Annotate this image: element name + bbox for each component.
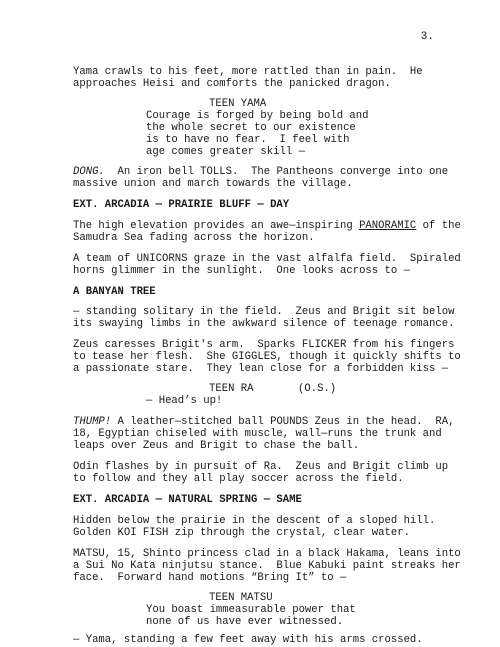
action-line: its swaying limbs in the awkward silence of teenage romance. [73, 318, 455, 330]
dialogue-line: is to have no fear. I feel with [146, 134, 350, 146]
action-line: to follow and they all play soccer across the field. [73, 473, 404, 485]
action-line: massive union and march towards the village. [73, 178, 353, 190]
action-line: Golden KOI FISH zip through the crystal, clear water. [73, 527, 410, 539]
scene-heading: EXT. ARCADIA — NATURAL SPRING — SAME [73, 494, 302, 506]
scene-heading: A BANYAN TREE [73, 286, 156, 298]
sound-effect: DONG. [73, 166, 105, 178]
page-number: 3. [420, 31, 434, 43]
action-line: The high elevation provides an awe—inspiring PANORAMIC of the [73, 220, 461, 232]
action-line: horns glimmer in the sunlight. One looks across to — [73, 265, 410, 277]
action-line: Odin flashes by in pursuit of Ra. Zeus and Brigit climb up [73, 461, 449, 473]
dialogue-line: none of us have ever witnessed. [146, 616, 344, 628]
sound-effect: THUMP! [73, 416, 112, 428]
action-line: face. Forward hand motions “Bring It” to — [73, 572, 347, 584]
dialogue-line: — Head’s up! [146, 395, 223, 407]
action-line: — standing solitary in the field. Zeus and Brigit sit below [73, 306, 455, 318]
action-line: DONG. An iron bell TOLLS. The Pantheons converge into one [73, 166, 449, 178]
character-name: TEEN RA (O.S.) [209, 383, 337, 395]
dialogue-line: age comes greater skill — [146, 146, 305, 158]
action-line: MATSU, 15, Shinto princess clad in a black Hakama, leans into [73, 548, 461, 560]
action-line: 18, Egyptian chiseled with muscle, wall—runs the trunk and [73, 428, 442, 440]
action-line: — Yama, standing a few feet away with his arms crossed. [73, 634, 423, 646]
action-line: to tease her flesh. She GIGGLES, though it quickly shifts to [73, 351, 461, 363]
dialogue-line: You boast immeasurable power that [146, 604, 356, 616]
action-line: A team of UNICORNS graze in the vast alfalfa field. Spiraled [73, 253, 461, 265]
action-line: THUMP! A leather—stitched ball POUNDS Zeus in the head. RA, [73, 416, 455, 428]
dialogue-line: Courage is forged by being bold and [146, 110, 369, 122]
action-line: Samudra Sea fading across the horizon. [73, 232, 315, 244]
action-line: leaps over Zeus and Brigit to chase the ball. [73, 440, 360, 452]
action-line: Zeus caresses Brigit's arm. Sparks FLICKER from his fingers [73, 339, 455, 351]
action-line: a Sui No Kata ninjutsu stance. Blue Kabuki paint streaks her [73, 560, 461, 572]
action-line: Hidden below the prairie in the descent of a sloped hill. [73, 515, 436, 527]
underlined-term: PANORAMIC [359, 220, 417, 232]
action-line: Yama crawls to his feet, more rattled than in pain. He [73, 66, 423, 78]
action-line: a passionate stare. They lean close for a forbidden kiss — [73, 363, 449, 375]
character-name: TEEN MATSU [209, 592, 273, 604]
dialogue-line: the whole secret to our existence [146, 122, 356, 134]
scene-heading: EXT. ARCADIA — PRAIRIE BLUFF — DAY [73, 199, 290, 211]
character-name: TEEN YAMA [209, 98, 267, 110]
action-line: approaches Heisi and comforts the panicked dragon. [73, 78, 391, 90]
